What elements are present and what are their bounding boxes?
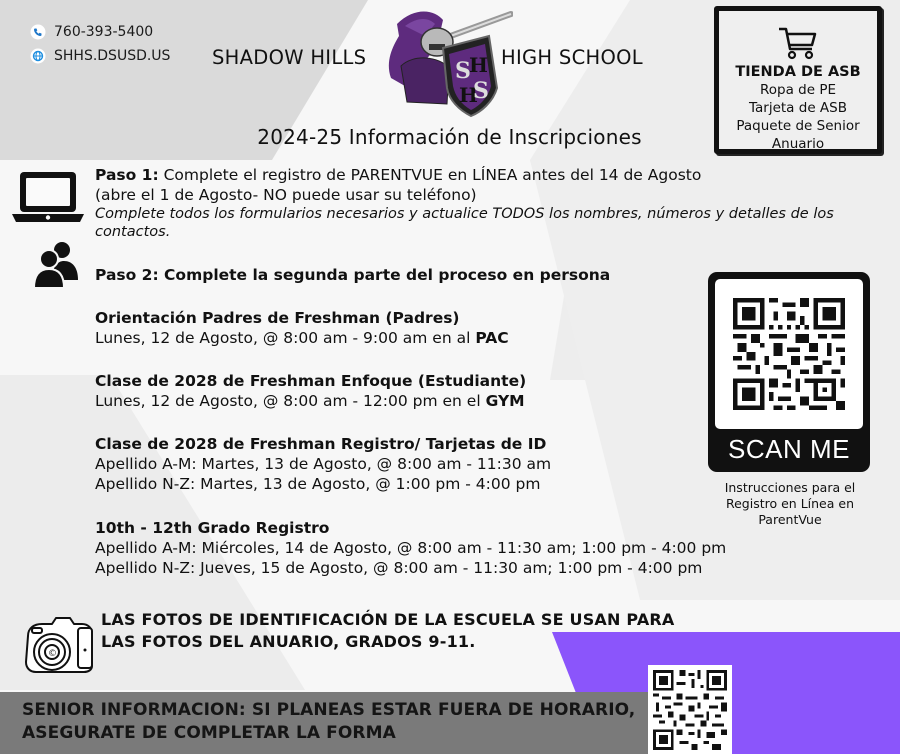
step-1-label: Paso 1: — [95, 166, 159, 184]
svg-text:©: © — [48, 649, 57, 659]
globe-icon — [30, 48, 46, 64]
scan-me-label: SCAN ME — [728, 434, 850, 464]
senior-info-line: SENIOR INFORMACION: SI PLANEAS ESTAR FUERA DE HORARIO, — [22, 700, 636, 720]
qr-code-icon — [653, 670, 727, 750]
asb-item: Tarjeta de ASB — [749, 100, 847, 116]
parentvue-qr-code[interactable] — [715, 279, 863, 429]
event-block — [95, 434, 551, 494]
people-icon — [34, 240, 78, 288]
website-link[interactable]: SHHS.DSUSD.US — [54, 48, 171, 64]
qr-code-icon — [733, 298, 845, 410]
event-heading: Orientación Padres de Freshman (Padres) — [95, 309, 460, 327]
step-1 — [95, 165, 855, 241]
step-1-line-2: (abre el 1 de Agosto- NO puede usar su teléfono) — [95, 186, 477, 204]
event-line: Apellido A-M: Martes, 13 de Agosto, @ 8:00 am - 11:30 am — [95, 455, 552, 473]
asb-item: Paquete de Senior — [736, 118, 860, 134]
scan-me-card[interactable] — [708, 272, 870, 472]
photo-notice — [101, 609, 675, 653]
svg-text:S: S — [473, 78, 489, 104]
step-1-line-1 — [95, 165, 855, 185]
contact-info — [30, 20, 170, 68]
event-line-text: Lunes, 12 de Agosto, @ 8:00 am - 9:00 am en al — [95, 329, 476, 347]
phone-number[interactable]: 760-393-5400 — [54, 24, 154, 40]
event-block — [95, 308, 509, 348]
event-line — [95, 391, 526, 411]
event-line-text: Lunes, 12 de Agosto, @ 8:00 am - 12:00 pm en el — [95, 392, 486, 410]
knight-shield-logo — [385, 6, 513, 118]
event-heading: 10th - 12th Grado Registro — [95, 519, 330, 537]
event-heading: Clase de 2028 de Freshman Enfoque (Estudiante) — [95, 372, 527, 390]
asb-store-box — [714, 6, 882, 154]
page-title-text: 2024-25 Información de Inscripciones — [257, 125, 642, 149]
asb-store-title: TIENDA DE ASB — [735, 64, 861, 80]
photo-notice-line: LAS FOTOS DE IDENTIFICACIÓN DE LA ESCUELA SE USAN PARA — [101, 610, 675, 629]
phone-row — [30, 20, 170, 44]
phone-icon — [30, 24, 46, 40]
shopping-cart-icon — [777, 25, 819, 61]
website-row — [30, 44, 170, 68]
event-block — [95, 518, 726, 578]
asb-item: Ropa de PE — [759, 82, 836, 98]
photo-notice-line: LAS FOTOS DEL ANUARIO, GRADOS 9-11. — [101, 632, 476, 651]
scan-caption-line: Instrucciones para el — [724, 480, 856, 495]
event-line: Apellido A-M: Miércoles, 14 de Agosto, @ 8:00 am - 11:30 am; 1:00 pm - 4:00 pm — [95, 539, 727, 557]
event-line: Apellido N-Z: Jueves, 15 de Agosto, @ 8:00 am - 11:30 am; 1:00 pm - 4:00 pm — [95, 559, 703, 577]
senior-info-line: ASEGURATE DE COMPLETAR LA FORMA — [22, 723, 396, 743]
event-block — [95, 371, 526, 411]
step-2: Paso 2: Complete la segunda parte del proceso en persona — [95, 266, 611, 284]
school-name-left: SHADOW HILLS — [212, 46, 367, 69]
svg-text:H: H — [469, 53, 488, 77]
senior-info-text — [22, 699, 635, 745]
step-1-text: Complete el registro de PARENTVUE en LÍNEA antes del 14 de Agosto — [158, 166, 702, 184]
school-name-right: HIGH SCHOOL — [501, 46, 643, 69]
svg-text:S: S — [455, 58, 471, 84]
scan-caption-line: ParentVue — [758, 512, 822, 527]
laptop-icon — [12, 170, 84, 224]
event-location: GYM — [485, 392, 525, 410]
scan-caption — [705, 480, 875, 528]
event-heading: Clase de 2028 de Freshman Registro/ Tarjetas de ID — [95, 435, 547, 453]
camera-icon — [22, 614, 96, 676]
event-location: PAC — [475, 329, 509, 347]
asb-item: Anuario — [771, 136, 825, 152]
senior-form-qr-code[interactable] — [648, 665, 732, 754]
step-1-note: Complete todos los formularios necesarios y actualice TODOS los nombres, números y detalles de los contactos. — [95, 206, 834, 240]
event-line — [95, 328, 509, 348]
event-line: Apellido N-Z: Martes, 13 de Agosto, @ 1:00 pm - 4:00 pm — [95, 475, 541, 493]
svg-text:H: H — [459, 83, 478, 107]
scan-caption-line: Registro en Línea en — [725, 496, 854, 511]
